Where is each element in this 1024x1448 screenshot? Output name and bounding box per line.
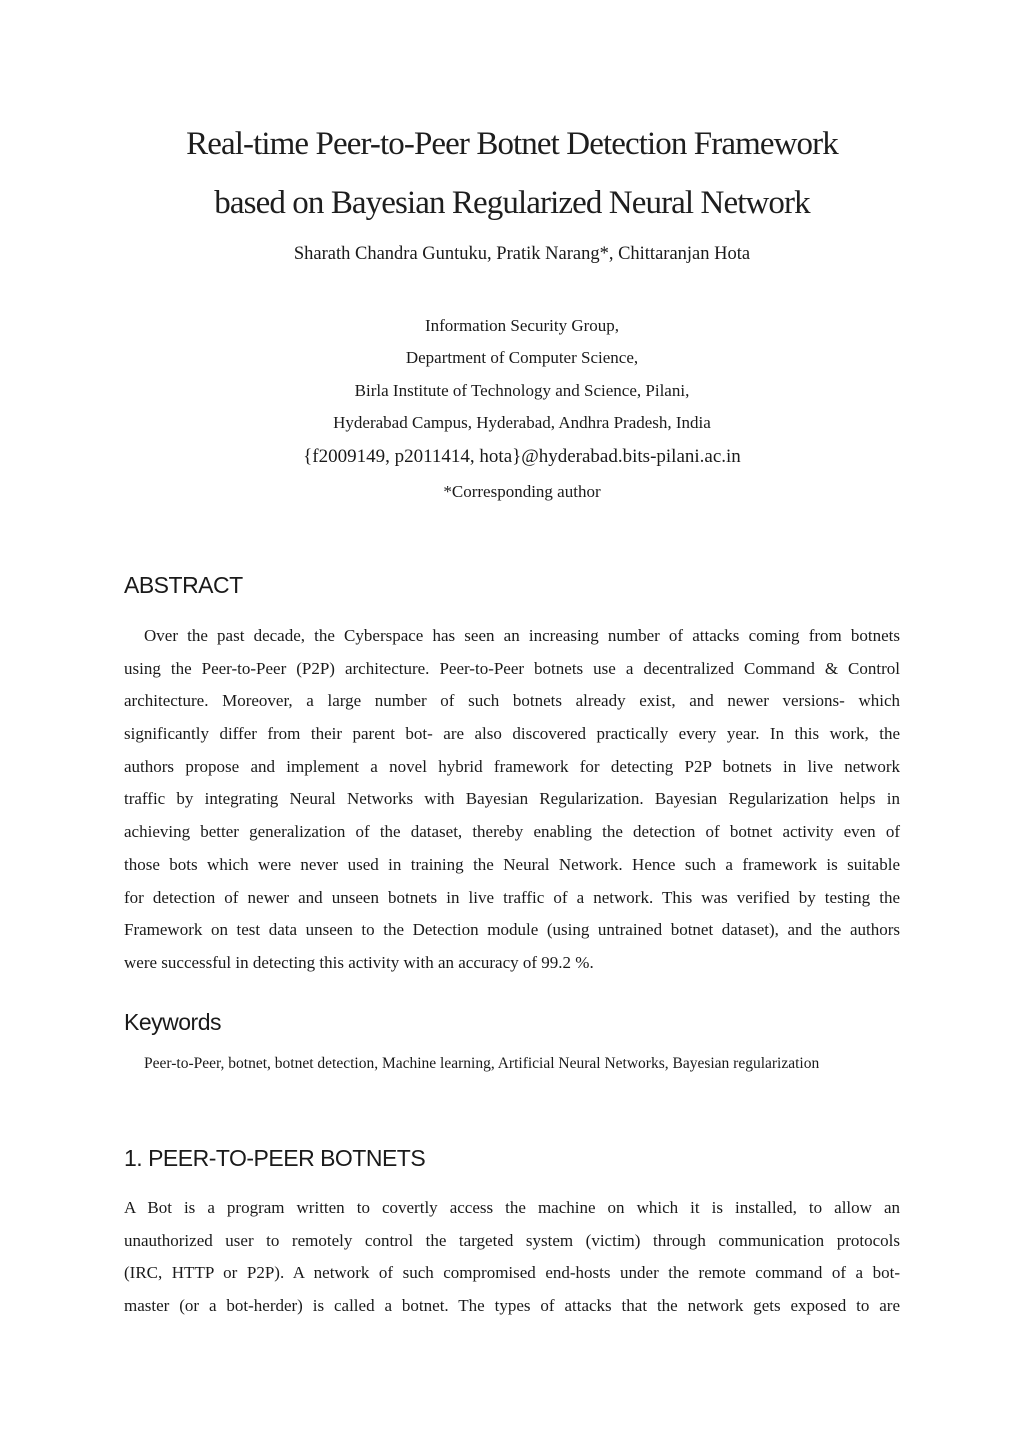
abstract-line: traffic by integrating Neural Networks with Bayesian Regularization. Bayesian Regularization helps in [124, 789, 900, 809]
section-1-heading: 1. PEER-TO-PEER BOTNETS [124, 1145, 426, 1171]
keywords-list: Peer-to-Peer, botnet, botnet detection, Machine learning, Artificial Neural Networks, Bayesian regularization [144, 1055, 820, 1072]
abstract-line: Framework on test data unseen to the Detection module (using untrained botnet dataset), and the authors [124, 920, 900, 940]
affiliation-line-3: Birla Institute of Technology and Science, Pilani, [354, 381, 690, 400]
abstract-line: were successful in detecting this activity with an accuracy of 99.2 %. [124, 952, 594, 972]
author-emails: {f2009149, p2011414, hota}@hyderabad.bits-pilani.ac.in [303, 446, 741, 467]
abstract-line: Over the past decade, the Cyberspace has seen an increasing number of attacks coming from botnets [144, 626, 900, 645]
affiliation-line-1: Information Security Group, [424, 316, 620, 335]
section-1-body [124, 1192, 900, 1323]
paper-title-line-2: based on Bayesian Regularized Neural Network [214, 185, 810, 221]
abstract-line: architecture. Moreover, a large number of such botnets already exist, and newer versions- which [124, 691, 900, 711]
abstract-heading: ABSTRACT [124, 572, 243, 598]
affiliation-line-2: Department of Computer Science, [405, 348, 639, 367]
section-1-line: A Bot is a program written to covertly access the machine on which it is installed, to allow an [124, 1198, 900, 1217]
author-list: Sharath Chandra Guntuku, Pratik Narang*, Chittaranjan Hota [293, 244, 751, 264]
keywords-heading: Keywords [124, 1009, 221, 1035]
section-1-line: (IRC, HTTP or P2P). A network of such compromised end-hosts under the remote command of a bot- [124, 1263, 900, 1283]
abstract-body [124, 620, 900, 980]
abstract-line: those bots which were never used in training the Neural Network. Hence such a framework is suitable [124, 854, 900, 874]
abstract-line: using the Peer-to-Peer (P2P) architecture. Peer-to-Peer botnets use a decentralized Command & Control [124, 658, 900, 678]
abstract-line: significantly differ from their parent bot- are also discovered practically every year. In this work, the [124, 724, 900, 744]
paper-title-line-1: Real-time Peer-to-Peer Botnet Detection Framework [186, 126, 838, 162]
section-1-line: master (or a bot-herder) is called a botnet. The types of attacks that the network gets exposed to are [124, 1296, 900, 1316]
affiliation-line-4: Hyderabad Campus, Hyderabad, Andhra Pradesh, India [333, 413, 711, 432]
abstract-line: achieving better generalization of the dataset, thereby enabling the detection of botnet activity even of [124, 822, 900, 842]
section-1-line: unauthorized user to remotely control the targeted system (victim) through communication protocols [124, 1230, 900, 1250]
abstract-line: for detection of newer and unseen botnets in live traffic of a network. This was verified by testing the [124, 887, 900, 907]
corresponding-author-note: *Corresponding author [443, 482, 601, 501]
abstract-line: authors propose and implement a novel hybrid framework for detecting P2P botnets in live network [124, 756, 900, 776]
